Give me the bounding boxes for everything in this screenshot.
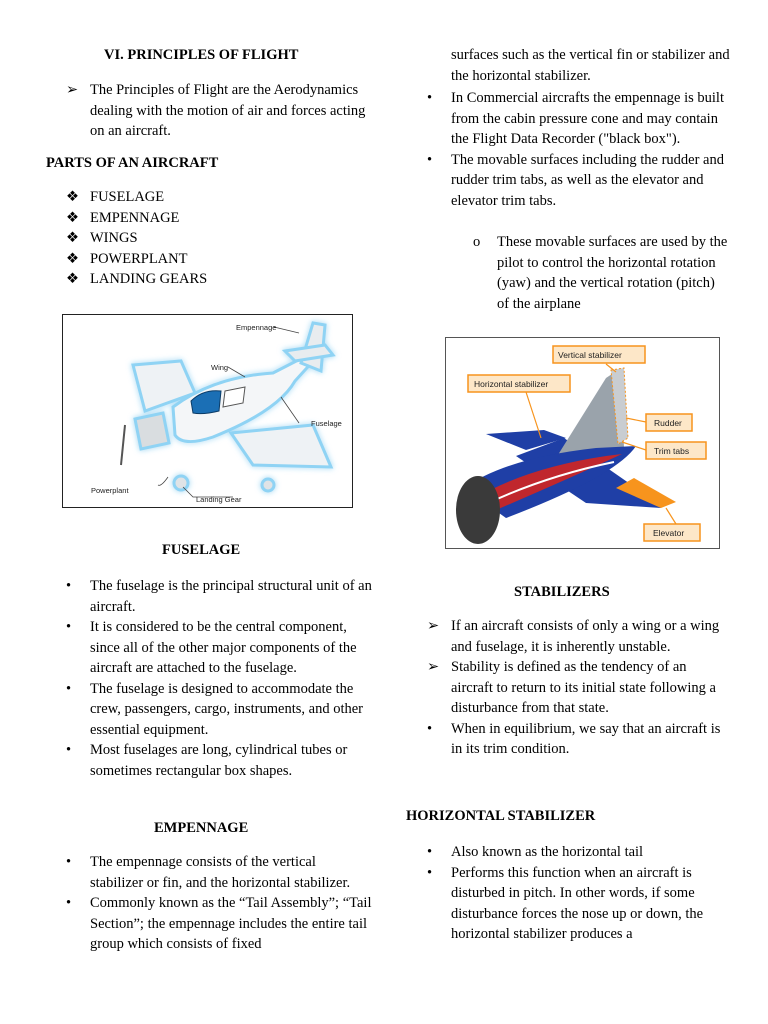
list-item: • The empennage consists of the vertical stabilizer or fin, and the horizontal stabilizer. bbox=[66, 854, 351, 891]
list-item: ➢ If an aircraft consists of only a wing or a wing and fuselage, it is inherently unstable. bbox=[427, 618, 720, 655]
list-item: • Most fuselages are long, cylindrical tubes or sometimes rectangular box shapes. bbox=[66, 742, 348, 779]
diamond-bullet-icon: ❖ bbox=[66, 209, 79, 226]
list-item: • Performs this function when an aircraft is disturbed in pitch. In other words, if some disturbance forces the nose up or down, the horizontal stabilizer produces a bbox=[427, 864, 704, 942]
label-empennage: Empennage bbox=[236, 323, 277, 332]
list-item: ❖ LANDING GEARS bbox=[90, 269, 290, 290]
bullet-dot-icon: • bbox=[66, 619, 72, 635]
empennage-list bbox=[66, 852, 372, 955]
bullet-dot-icon: • bbox=[427, 844, 433, 860]
diamond-bullet-icon: ❖ bbox=[66, 271, 79, 287]
list-item: ❖ POWERPLANT bbox=[90, 249, 290, 270]
bullet-dot-icon: • bbox=[66, 854, 72, 870]
label-wing: Wing bbox=[211, 363, 229, 372]
diamond-bullet-icon: ❖ bbox=[66, 189, 79, 205]
label-vertical-stabilizer: Vertical stabilizer bbox=[558, 350, 622, 360]
bullet-dot-icon: • bbox=[66, 742, 72, 758]
fuselage-cut-shape bbox=[456, 476, 500, 544]
label-powerplant: Powerplant bbox=[91, 486, 129, 495]
propeller-shape bbox=[121, 425, 125, 465]
sub-list bbox=[473, 232, 729, 314]
arrow-bullet-icon: ➢ bbox=[427, 659, 440, 675]
list-item: • The fuselage is designed to accommodate the crew, passengers, cargo, instruments, and other essential equipment. bbox=[66, 680, 364, 738]
list-item: • The fuselage is the principal structural unit of an aircraft. bbox=[66, 578, 372, 615]
list-item: ➢ Stability is defined as the tendency of an aircraft to return to its initial state following a disturbance from that state. bbox=[427, 659, 716, 716]
parts-heading: PARTS OF AN AIRCRAFT bbox=[46, 155, 219, 171]
intro-paragraph bbox=[66, 80, 375, 142]
intro-text: The Principles of Flight are the Aerodynamics dealing with the motion of air and forces acting on an aircraft. bbox=[90, 82, 366, 139]
section-title: VI. PRINCIPLES OF FLIGHT bbox=[104, 47, 299, 63]
arrow-bullet-icon: ➢ bbox=[427, 618, 440, 634]
aircraft-parts-figure bbox=[62, 314, 353, 508]
diamond-bullet-icon: ❖ bbox=[66, 250, 79, 267]
label-elevator: Elevator bbox=[653, 528, 685, 538]
list-item: • In Commercial aircrafts the empennage is built from the cabin pressure cone and may contain the Flight Data Recorder ("black box"). bbox=[427, 90, 724, 147]
label-horizontal-stabilizer: Horizontal stabilizer bbox=[474, 379, 549, 389]
tail-section-diagram bbox=[446, 338, 719, 548]
fuselage-heading: FUSELAGE bbox=[162, 542, 241, 558]
right-wing-shape bbox=[231, 425, 331, 467]
bullet-dot-icon: • bbox=[66, 680, 72, 697]
label-rudder: Rudder bbox=[654, 418, 682, 428]
list-item: ❖ WINGS bbox=[90, 228, 290, 249]
diamond-bullet-icon: ❖ bbox=[66, 230, 79, 246]
list-item: o These movable surfaces are used by the pilot to control the horizontal rotation (yaw) and the vertical rotation (pitch) of the airplane bbox=[473, 234, 728, 312]
bullet-dot-icon: • bbox=[427, 90, 433, 106]
label-trim-tabs: Trim tabs bbox=[654, 446, 690, 456]
continued-text: surfaces such as the vertical fin or stabilizer and the horizontal stabilizer. bbox=[451, 47, 730, 84]
list-item: • Commonly known as the “Tail Assembly”; “Tail Section”; the empennage includes the entire tail group which consists of fixed bbox=[66, 895, 372, 952]
horizontal-tail-shape bbox=[285, 345, 333, 361]
aircraft-parts-diagram bbox=[63, 315, 352, 507]
parts-list bbox=[66, 187, 290, 290]
list-item: • When in equilibrium, we say that an aircraft is in its trim condition. bbox=[427, 720, 721, 757]
empennage-heading: EMPENNAGE bbox=[154, 820, 249, 836]
stabilizers-list bbox=[427, 616, 731, 760]
horizontal-stabilizer-heading: HORIZONTAL STABILIZER bbox=[406, 808, 596, 824]
empennage-continued-list bbox=[427, 88, 731, 211]
arrow-bullet-icon: ➢ bbox=[66, 82, 79, 98]
bullet-dot-icon: • bbox=[427, 864, 433, 881]
list-item: ❖ EMPENNAGE bbox=[90, 208, 290, 229]
label-landing-gear: Landing Gear bbox=[196, 495, 242, 504]
gear-wheel-shape bbox=[174, 476, 188, 490]
stabilizers-heading: STABILIZERS bbox=[514, 584, 610, 600]
bullet-dot-icon: • bbox=[427, 720, 433, 737]
bullet-dot-icon: • bbox=[66, 895, 72, 911]
tail-section-figure bbox=[445, 337, 720, 549]
circle-bullet-icon: o bbox=[473, 234, 481, 250]
list-item: ❖ FUSELAGE bbox=[90, 187, 290, 208]
label-fuselage: Fuselage bbox=[311, 419, 342, 428]
bullet-dot-icon: • bbox=[427, 151, 433, 168]
list-item: • Also known as the horizontal tail bbox=[451, 842, 731, 863]
horizontal-stabilizer-list bbox=[427, 842, 731, 945]
engine-shape bbox=[135, 413, 169, 449]
gear-wheel-shape bbox=[262, 479, 274, 491]
list-item: • It is considered to be the central component, since all of the other major components of the aircraft are attached to the fuselage. bbox=[66, 619, 357, 676]
bullet-dot-icon: • bbox=[66, 578, 72, 594]
list-item: • The movable surfaces including the rudder and rudder trim tabs, as well as the elevator and elevator trim tabs. bbox=[427, 151, 724, 209]
fuselage-list bbox=[66, 576, 372, 781]
